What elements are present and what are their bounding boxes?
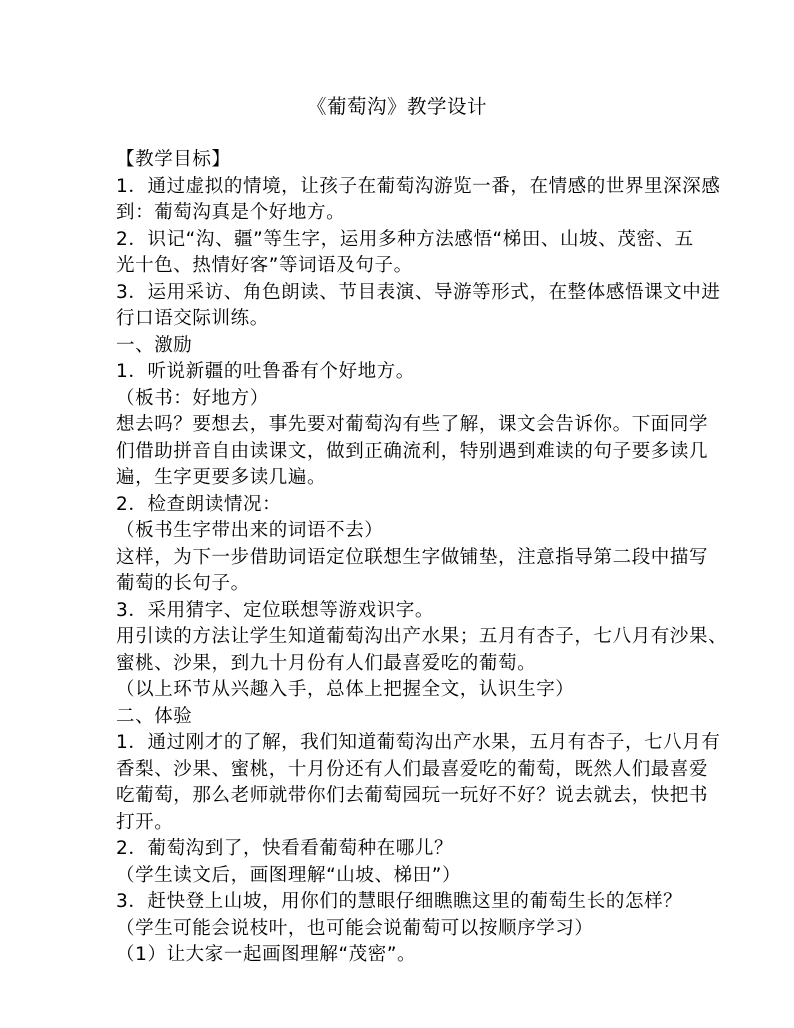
- heading-teaching-goals: 【教学目标】: [116, 149, 231, 170]
- section-heading: 二、体验: [116, 705, 193, 727]
- paragraph-line: （板书：好地方）: [116, 387, 269, 409]
- document-title: 《葡萄沟》教学设计: [306, 95, 487, 118]
- paragraph-line: 这样，为下一步借助词语定位联想生字做铺垫，注意指导第二段中描写: [116, 546, 709, 568]
- paragraph-line: （以上环节从兴趣入手，总体上把握全文，认识生字）: [116, 679, 575, 700]
- paragraph-line: 3．赶快登上山坡，用你们的慧眼仔细瞧瞧这里的葡萄生长的怎样？: [116, 891, 683, 912]
- paragraph-line: （板书生字带出来的词语不去）: [116, 520, 384, 541]
- paragraph-line: 们借助拼音自由读课文，做到正确流利，特别遇到难读的句子要多读几: [116, 440, 709, 462]
- document-body: [116, 147, 728, 969]
- section-heading: 一、激励: [116, 334, 193, 356]
- paragraph-line: 2．检查朗读情况：: [116, 493, 282, 515]
- paragraph-line: 遍，生字更要多读几遍。: [116, 467, 327, 488]
- paragraph-line: （学生可能会说枝叶，也可能会说葡萄可以按顺序学习）: [116, 917, 594, 939]
- paragraph-line: 香梨、沙果、蜜桃，十月份还有人们最喜爱吃的葡萄，既然人们最喜爱: [116, 758, 709, 780]
- paragraph-line: 行口语交际训练。: [116, 308, 269, 329]
- paragraph-line: 葡萄的长句子。: [116, 573, 250, 594]
- paragraph-line: 打开。: [116, 811, 174, 833]
- paragraph-line: 3．运用采访、角色朗读、节目表演、导游等形式，在整体感悟课文中进: [116, 281, 721, 303]
- paragraph-line: 1．通过刚才的了解，我们知道葡萄沟出产水果，五月有杏子，七八月有: [116, 732, 721, 753]
- paragraph-line: 到：葡萄沟真是个好地方。: [116, 202, 346, 223]
- paragraph-line: 1．通过虚拟的情境，让孩子在葡萄沟游览一番，在情感的世界里深深感: [116, 175, 721, 197]
- paragraph-line: 3．采用猜字、定位联想等游戏识字。: [116, 599, 434, 621]
- paragraph-line: 1．听说新疆的吐鲁番有个好地方。: [116, 361, 415, 382]
- paragraph-line: 想去吗？要想去，事先要对葡萄沟有些了解，课文会告诉你。下面同学: [116, 414, 709, 435]
- paragraph-line: 蜜桃、沙果，到九十月份有人们最喜爱吃的葡萄。: [116, 652, 537, 674]
- paragraph-line: （学生读文后，画图理解“山坡、梯田”）: [116, 864, 462, 886]
- paragraph-line: 吃葡萄，那么老师就带你们去葡萄园玩一玩好不好？说去就去，快把书: [116, 785, 709, 806]
- paragraph-line: 2．葡萄沟到了，快看看葡萄种在哪儿？: [116, 838, 454, 859]
- paragraph-line: （1）让大家一起画图理解“茂密”。: [116, 944, 417, 965]
- paragraph-line: 光十色、热情好客”等词语及句子。: [116, 255, 413, 276]
- paragraph-line: 用引读的方法让学生知道葡萄沟出产水果；五月有杏子，七八月有沙果、: [116, 626, 728, 647]
- paragraph-line: 2．识记“沟、疆”等生字，运用多种方法感悟“梯田、山坡、茂密、五: [116, 228, 694, 250]
